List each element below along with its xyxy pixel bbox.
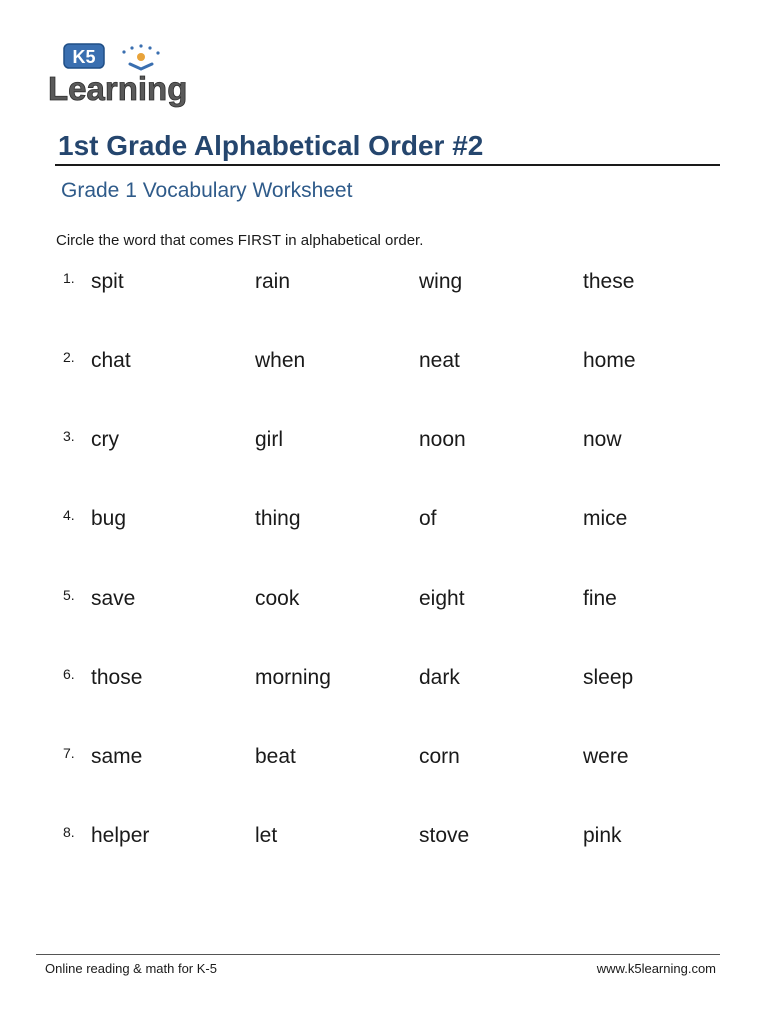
question-row xyxy=(0,507,770,547)
word-option[interactable]: sleep xyxy=(583,666,634,689)
word-option[interactable]: morning xyxy=(255,666,331,689)
question-row xyxy=(0,666,770,706)
word-option[interactable]: neat xyxy=(419,349,460,372)
word-option[interactable]: when xyxy=(255,349,306,372)
word-option[interactable]: dark xyxy=(419,666,460,689)
word-option[interactable]: beat xyxy=(255,745,296,768)
word-option[interactable]: helper xyxy=(91,824,150,847)
word-option[interactable]: noon xyxy=(419,428,466,451)
word-option[interactable]: bug xyxy=(91,507,127,530)
word-option[interactable]: let xyxy=(255,824,278,847)
question-number: 3. xyxy=(63,428,75,444)
question-row xyxy=(0,824,770,864)
logo-wordmark: Learning xyxy=(48,70,188,107)
question-row xyxy=(0,587,770,627)
word-option[interactable]: those xyxy=(91,666,143,689)
word-option[interactable]: mice xyxy=(583,507,628,530)
question-row xyxy=(0,349,770,389)
question-number: 5. xyxy=(63,587,75,603)
footer-tagline: Online reading & math for K-5 xyxy=(45,961,217,976)
word-option[interactable]: chat xyxy=(91,349,131,372)
word-option[interactable]: of xyxy=(419,507,437,530)
question-number: 8. xyxy=(63,824,75,840)
page-subtitle: Grade 1 Vocabulary Worksheet xyxy=(61,179,353,202)
question-row xyxy=(0,745,770,785)
word-option[interactable]: pink xyxy=(583,824,622,847)
word-option[interactable]: were xyxy=(583,745,629,768)
question-number: 6. xyxy=(63,666,75,682)
k5-learning-logo xyxy=(46,42,196,110)
word-option[interactable]: cry xyxy=(91,428,119,451)
word-option[interactable]: wing xyxy=(419,270,463,293)
word-option[interactable]: spit xyxy=(91,270,124,293)
word-option[interactable]: fine xyxy=(583,587,617,610)
word-option[interactable]: rain xyxy=(255,270,291,293)
word-option[interactable]: these xyxy=(583,270,635,293)
word-option[interactable]: cook xyxy=(255,587,300,610)
logo-badge-text: K5 xyxy=(72,47,96,67)
word-option[interactable]: thing xyxy=(255,507,301,530)
word-option[interactable]: same xyxy=(91,745,143,768)
word-option[interactable]: eight xyxy=(419,587,465,610)
word-option[interactable]: home xyxy=(583,349,636,372)
question-number: 7. xyxy=(63,745,75,761)
footer-divider xyxy=(36,954,720,955)
title-underline xyxy=(55,164,720,166)
word-option[interactable]: corn xyxy=(419,745,460,768)
footer-website-link[interactable]: www.k5learning.com xyxy=(596,961,716,976)
word-option[interactable]: stove xyxy=(419,824,470,847)
page-title: 1st Grade Alphabetical Order #2 xyxy=(58,130,484,161)
word-option[interactable]: save xyxy=(91,587,136,610)
question-number: 1. xyxy=(63,270,75,286)
question-number: 2. xyxy=(63,349,75,365)
question-row xyxy=(0,428,770,468)
word-option[interactable]: now xyxy=(583,428,622,451)
word-option[interactable]: girl xyxy=(255,428,284,451)
question-number: 4. xyxy=(63,507,75,523)
instructions-text: Circle the word that comes FIRST in alphabetical order. xyxy=(56,232,424,249)
question-row xyxy=(0,270,770,310)
